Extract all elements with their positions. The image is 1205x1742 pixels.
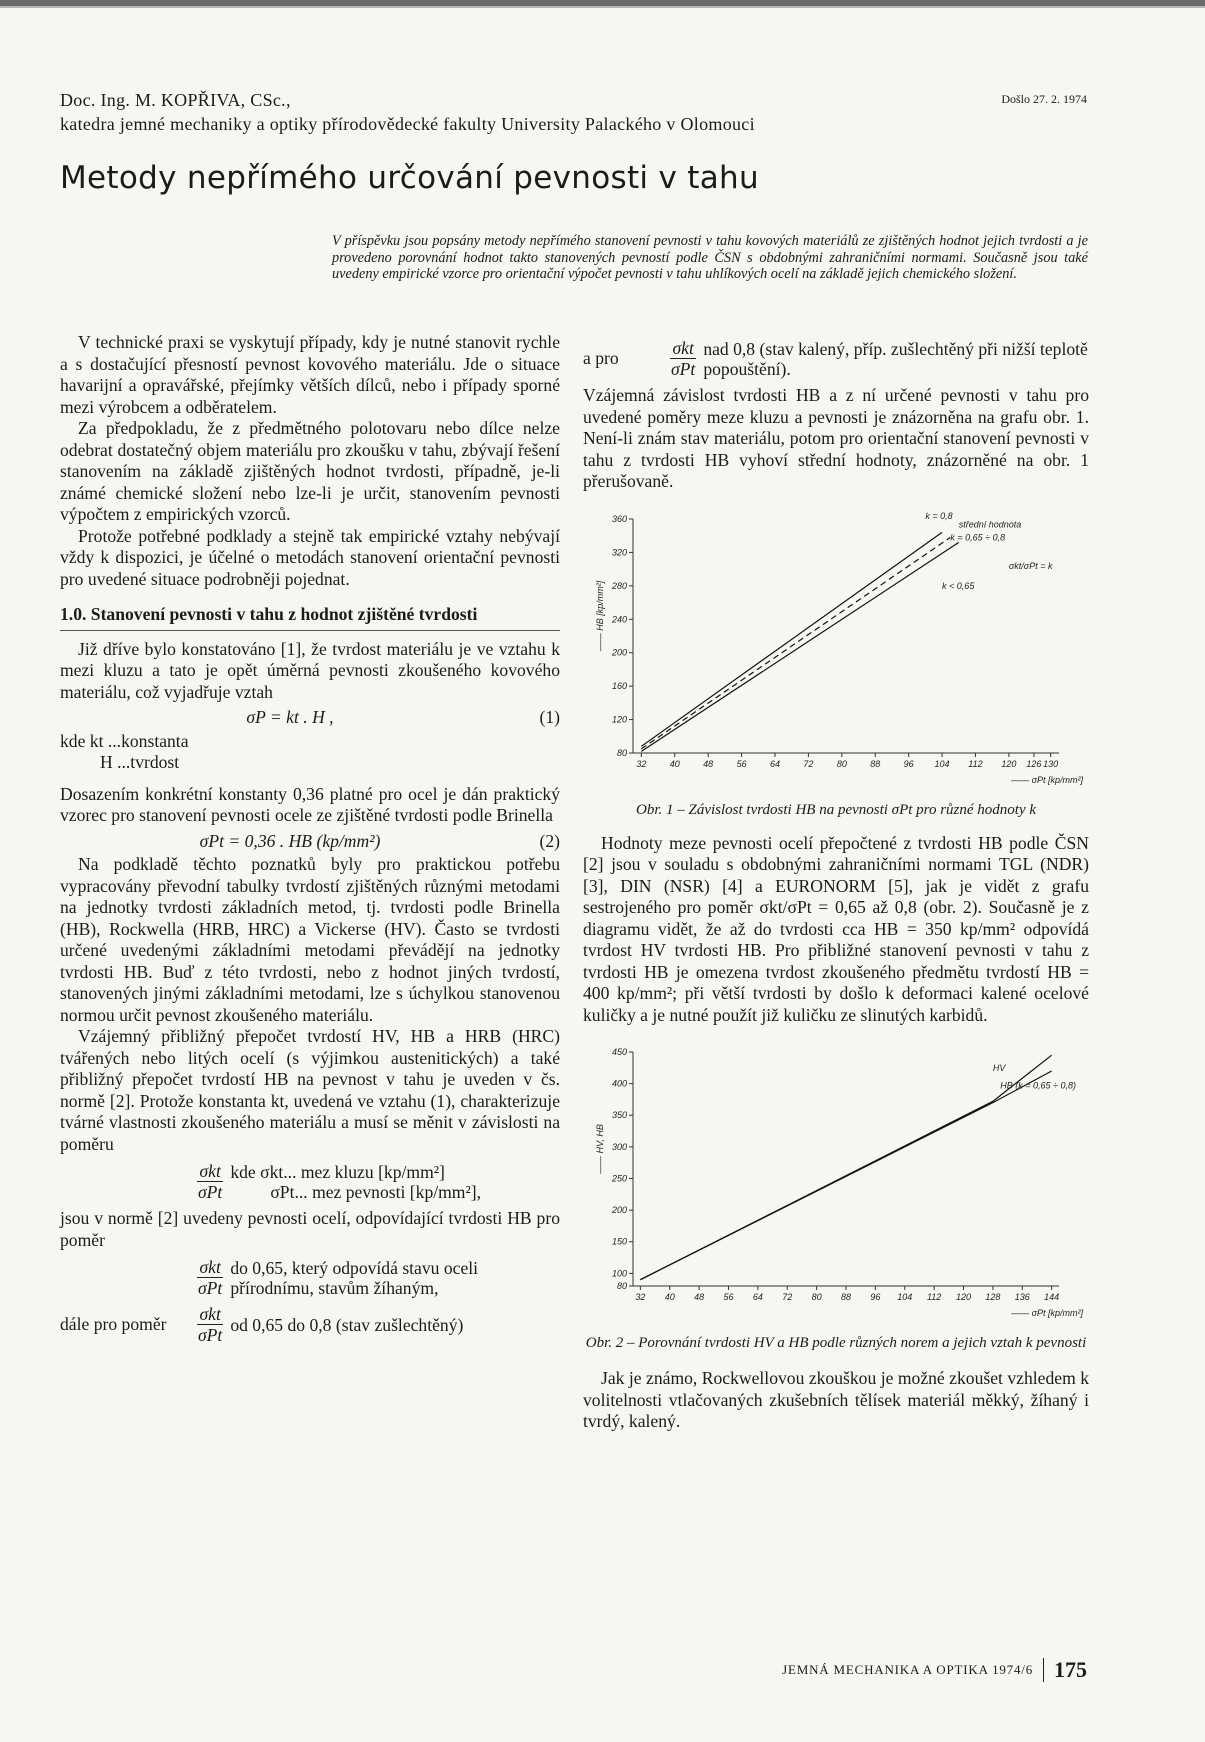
equation-body: σPt = 0,36 . HB (kp/mm²) [199,830,381,851]
figure-2 [583,1040,1089,1352]
fraction [196,1161,224,1202]
fraction-numerator: σkt [672,338,694,358]
fraction-numerator: σkt [199,1304,221,1324]
x-tick-label: 126 [1026,758,1042,769]
y-axis-label: —— HV, HB [595,1124,605,1174]
equation-2 [60,831,560,853]
x-tick-label: 64 [769,758,781,769]
x-tick-label: 96 [870,1292,881,1302]
equation-body: σP = kt . H , [246,707,334,727]
annotation: σkt/σPt = k [1008,560,1053,571]
x-tick-label: 72 [803,758,814,769]
x-tick-label: 144 [1044,1292,1060,1302]
equation-1 [60,707,560,729]
x-tick-label: 32 [635,1292,646,1302]
top-rule-thin [0,6,1205,8]
ratio-range-text: do 0,65, který odpovídá stavu oceli přírodnímu, stavům žíhaným, [230,1257,479,1298]
section-heading-text: 1.0. Stanovení pevnosti v tahu z hodnot zjištěné tvrdosti [60,604,478,624]
chart-2 [583,1040,1089,1330]
fraction-denominator: σPt [671,359,696,379]
x-tick-label: 112 [968,758,983,769]
x-tick-label: 130 [1043,758,1059,769]
affiliation: katedra jemné mechaniky a optiky přírodovědecké fakulty University Palackého v Olomouci [60,114,755,134]
y-axis-label: —— HB [kp/mm²] [595,580,605,651]
received-date: Došlo 27. 2. 1974 [1001,92,1087,106]
x-tick-label: 120 [1001,758,1017,769]
series-line [640,1055,1051,1280]
x-tick-label: 48 [694,1292,705,1302]
fraction-denominator: σPt [198,1182,223,1202]
ratio-label: dále pro poměr [60,1313,167,1334]
figure-1 [583,507,1089,819]
x-tick-label: 40 [669,758,680,769]
y-tick-label: 400 [611,1078,627,1089]
paragraph: Dosazením konkrétní konstanty 0,36 platné pro ocel je dán praktický vzorec pro stanovení pevnosti ocele ze zjištěné tvrdosti podle Brinella [60,783,560,825]
x-tick-label: 120 [956,1292,972,1302]
series-line [641,532,942,746]
ratio-range-text: od 0,65 do 0,8 (stav zušlechtěný) [230,1314,464,1335]
y-tick-label: 300 [611,1141,627,1152]
y-tick-label: 80 [616,1281,627,1291]
journal-name: JEMNÁ MECHANIKA A OPTIKA 1974/6 [782,1662,1033,1677]
footer-separator [1043,1658,1044,1682]
figure-1-caption: Obr. 1 – Závislost tvrdosti HB na pevnosti σPt pro různé hodnoty k [635,801,1037,818]
x-tick-label: 56 [723,1292,734,1302]
paragraph: Hodnoty meze pevnosti ocelí přepočtené z tvrdosti HB podle ČSN [2] jsou v souladu s obdobnými zahraničními normami TGL (NDR) [3], DIN (NSR) [4] a EURONORM [5], jak je vidět z grafu sestrojeného pro poměr σkt/σPt = 0,65 až 0,8 (obr. 2). Současně je z diagramu vidět, že až do tvrdosti cca HB = 350 kp/mm² odpovídá tvrdost HV tvrdosti HB. Pro přibližné stanovení pevnosti v tahu z tvrdosti HB je omezena tvrdost zkoušeného předmětu tvrdostí HB = 400 kp/mm²; při větší tvrdosti by došlo k deformaci kalené ocelové kuličky a je nutné použít již kuličku ze slinutých karbidů. [583,832,1089,1025]
article-title: Metody nepřímého určování pevnosti v tahu [60,160,759,196]
paragraph: jsou v normě [2] uvedeny pevnosti ocelí, odpovídající tvrdosti HB pro poměr [60,1208,560,1250]
figure-2-caption: Obr. 2 – Porovnání tvrdosti HV a HB podle různých norem a jejich vztah k pevnosti [585,1335,1087,1351]
paragraph: Vzájemná závislost tvrdosti HB a z ní určené pevnosti v tahu pro uvedené poměry meze kluzu a pevnosti je znázorněna na grafu obr. 1. Není-li znám stav materiálu, potom pro orientační stanovení pevnosti v tahu z tvrdosti HB vyhoví střední hodnoty, znázorněné na obr. 1 přerušovaně. [583,385,1089,491]
definition: kde σkt... mez kluzu [kp/mm²] [230,1161,445,1182]
paragraph: Na podkladě těchto poznatků byly pro praktickou potřebu vypracovány převodní tabulky tvrdostí zjištěných různými metodami na jednotky tvrdosti základních metod, tj. tvrdosti podle Brinella (HB), Rockwella (HRB, HRC) a Vickerse (HV). Často se tvrdosti určené uvedenými základními metodami převádějí na jednotky tvrdosti HB. Buď z této tvrdosti, nebo z hodnot jiných tvrdostí, stanovených jinými základními metodami, lze s úchylkou stanovenou normou určit pevnost zkoušeného materiálu. [60,854,560,1025]
y-tick-label: 120 [611,714,627,725]
y-tick-label: 200 [611,647,627,658]
paragraph: Již dříve bylo konstatováno [1], že tvrdost materiálu je ve vztahu k mezi kluzu a tato je opět úměrná pevnosti zkoušeného kovového materiálu, což vyjadřuje vztah [60,638,560,702]
definitions [60,731,560,774]
x-tick-label: 88 [870,758,881,769]
page-number: 175 [1054,1657,1087,1682]
y-tick-label: 360 [611,513,627,524]
y-tick-label: 450 [611,1047,627,1057]
x-tick-label: 88 [840,1292,852,1302]
paragraph: V technické praxi se vyskytují případy, kdy je nutné stanovit rychle a s dostačující přesností pevnost kovového materiálu. Jde o situace havarijní a opravářské, přejímky větších dílců, nebo i případy sporné mezi výrobcem a odběratelem. [60,332,560,417]
annotation: k = 0,8 [925,510,953,521]
annotation: k = 0,65 ÷ 0,8 [950,532,1006,543]
x-tick-label: 80 [836,758,847,769]
fraction [196,1304,224,1345]
right-column [583,338,1089,1433]
definition: kde kt ...konstanta [60,730,189,751]
fraction-denominator: σPt [198,1278,223,1298]
x-axis-label: —— σPt [kp/mm²] [1011,1308,1083,1318]
ratio-range-1 [60,1257,560,1298]
x-tick-label: 96 [903,758,914,769]
y-tick-label: 350 [611,1110,627,1121]
annotation: HV [992,1062,1006,1073]
y-tick-label: 200 [611,1205,627,1216]
y-tick-label: 100 [611,1268,627,1279]
x-tick-label: 136 [1014,1292,1030,1302]
fraction [669,338,697,379]
ratio-range-2 [60,1304,560,1345]
section-rule [60,630,560,631]
fraction-denominator: σPt [198,1325,223,1345]
chart-1 [583,507,1089,797]
definition: σPt... mez pevnosti [kp/mm²], [270,1181,482,1202]
y-tick-label: 320 [611,546,627,557]
x-tick-label: 64 [752,1292,763,1302]
annotation: HB (k = 0,65 ÷ 0,8) [1000,1080,1076,1091]
x-tick-label: 40 [664,1292,675,1302]
fraction-numerator: σkt [199,1257,221,1277]
paragraph: Vzájemný přibližný přepočet tvrdostí HV, HB a HRB (HRC) tvářených nebo litých ocelí (s výjimkou austenitických) a také přibližný přepočet tvrdostí HB na pevnost v tahu je uveden v čs. normě [2]. Protože konstanta kt, uvedená ve vztahu (1), charakterizuje tvárné vlastnosti zkoušeného materiálu a musí se měnit v závislosti na poměru [60,1026,560,1154]
y-tick-label: 160 [611,680,627,691]
x-tick-label: 80 [811,1292,822,1302]
fraction-numerator: σkt [199,1161,221,1181]
equation-number: (1) [539,707,560,727]
fraction [196,1257,224,1298]
y-tick-label: 150 [611,1236,627,1247]
ratio-range-3 [583,338,1089,379]
definition: H ...tvrdost [100,752,180,772]
x-tick-label: 56 [736,758,747,769]
ratio-definition [60,1161,560,1202]
equation-number: (2) [539,830,560,851]
left-column [60,332,560,1351]
ratio-range-text: nad 0,8 (stav kalený, příp. zušlechtěný při nižší teplotě popouštění). [703,338,1088,379]
y-tick-label: 80 [616,747,627,758]
paragraph: Protože potřebné podklady a stejně tak empirické vztahy nebývají vždy k dispozici, je účelné o metodách stanovení orientační pevnosti pro uvedené situace podrobněji pojednat. [60,525,560,589]
ratio-definition-text [230,1162,560,1202]
x-tick-label: 104 [897,1292,913,1302]
paragraph: Jak je známo, Rockwellovou zkouškou je možné zkoušet vzhledem k volitelnosti vtlačovaných zkušebních tělísek materiál měkký, žíhaný i tvrdý, kalený. [583,1368,1089,1431]
x-tick-label: 112 [926,1292,942,1302]
x-tick-label: 104 [934,758,950,769]
section-heading [60,604,560,631]
y-tick-label: 240 [611,613,627,624]
series-line [641,537,950,748]
series-line [641,542,958,751]
annotation: k < 0,65 [942,580,975,591]
x-axis-label: —— σPt [kp/mm²] [1011,774,1083,785]
x-tick-label: 48 [703,758,714,769]
x-tick-label: 72 [782,1292,793,1302]
abstract: V příspěvku jsou popsány metody nepřímého stanovení pevnosti v tahu kovových materiálů ze zjištěných hodnot jejich tvrdosti a je provedeno porovnání hodnot takto stanovených pevností podle ČSN s obdobnými zahraničními normami. Současně jsou také uvedeny empirické vzorce pro orientační výpočet pevnosti v tahu uhlíkových ocelí na základě jejich chemického složení. [332,233,1088,282]
ratio-label: a pro [583,347,619,368]
y-tick-label: 250 [611,1173,627,1184]
author: Doc. Ing. M. KOPŘIVA, CSc., [60,90,291,110]
x-tick-label: 128 [985,1292,1001,1302]
page-footer [782,1657,1087,1683]
y-tick-label: 280 [611,580,627,591]
annotation: střední hodnota [958,518,1022,529]
paragraph: Za předpokladu, že z předmětného polotovaru nebo dílce nelze odebrat dostatečný objem materiálu pro zkoušku v tahu, zbývají řešení stanovením na základě zjištěných hodnot tvrdosti, případně, je-li známé chemické složení nebo lze-li je určit, stanovením pevnosti výpočtem z empirických vzorců. [60,418,560,524]
x-tick-label: 32 [636,758,647,769]
